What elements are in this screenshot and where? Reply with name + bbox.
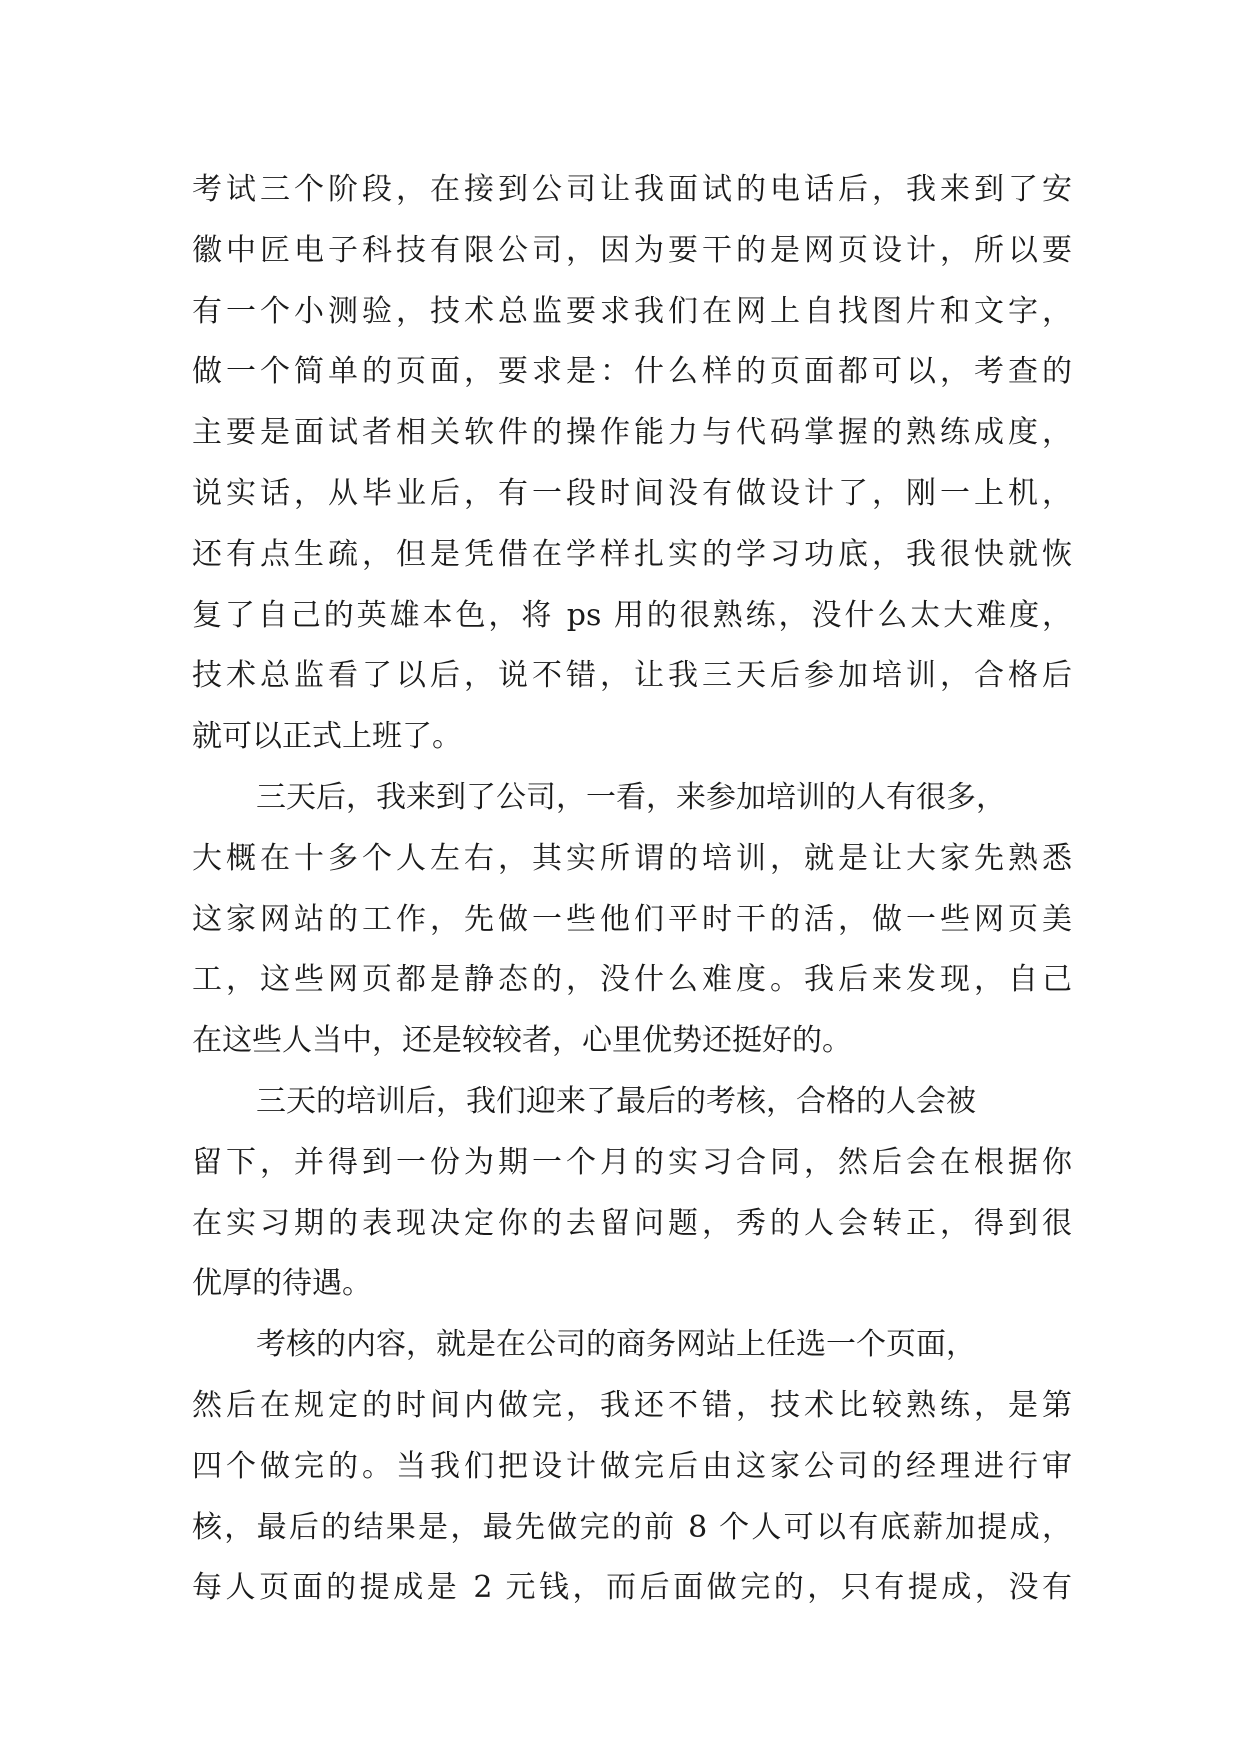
text-line: 有一个小测验，技术总监要求我们在网上自找图片和文字， [192, 293, 1072, 329]
text-line: 每人页面的提成是 2 元钱，而后面做完的，只有提成，没有 [192, 1570, 1072, 1606]
text-line: 在实习期的表现决定你的去留问题，秀的人会转正，得到很 [192, 1205, 1072, 1241]
text-line: 留下，并得到一份为期一个月的实习合同，然后会在根据你 [192, 1144, 1072, 1180]
text-line: 技术总监看了以后，说不错，让我三天后参加培训，合格后 [192, 658, 1072, 694]
text-line: 考试三个阶段，在接到公司让我面试的电话后，我来到了安 [192, 172, 1072, 207]
paragraph [192, 160, 1072, 768]
text-line: 复了自己的英雄本色，将 ps 用的很熟练，没什么太大难度， [192, 597, 1072, 633]
text-line: 主要是面试者相关软件的操作能力与代码掌握的熟练成度， [192, 415, 1072, 451]
text-line: 四个做完的。当我们把设计做完后由这家公司的经理进行审 [192, 1448, 1072, 1484]
text-line: 还有点生疏，但是凭借在学样扎实的学习功底，我很快就恢 [192, 536, 1072, 572]
text-line: 工，这些网页都是静态的，没什么难度。我后来发现，自己 [192, 962, 1072, 998]
text-line: 说实话，从毕业后，有一段时间没有做设计了，刚一上机， [192, 475, 1072, 511]
paragraph [192, 1315, 1072, 1619]
text-line: 三天后，我来到了公司，一看，来参加培训的人有很多， [256, 779, 1006, 815]
text-line: 然后在规定的时间内做完，我还不错，技术比较熟练，是第 [192, 1387, 1072, 1423]
text-line: 就可以正式上班了。 [192, 719, 462, 755]
text-line: 优厚的待遇。 [192, 1266, 372, 1302]
text-line: 在这些人当中，还是较较者，心里优势还挺好的。 [192, 1023, 852, 1059]
text-line: 考核的内容，就是在公司的商务网站上任选一个页面， [256, 1327, 976, 1363]
text-line: 大概在十多个人左右，其实所谓的培训，就是让大家先熟悉 [192, 840, 1072, 876]
text-line: 这家网站的工作，先做一些他们平时干的活，做一些网页美 [192, 901, 1072, 937]
text-line: 徽中匠电子科技有限公司，因为要干的是网页设计，所以要 [192, 232, 1072, 268]
text-line: 核，最后的结果是，最先做完的前 8 个人可以有底薪加提成， [192, 1509, 1072, 1545]
text-line: 三天的培训后，我们迎来了最后的考核，合格的人会被 [256, 1083, 976, 1119]
paragraph [192, 768, 1072, 1072]
text-line: 做一个简单的页面，要求是：什么样的页面都可以，考查的 [192, 354, 1072, 390]
document-body [192, 160, 1072, 1619]
paragraph [192, 1072, 1072, 1315]
